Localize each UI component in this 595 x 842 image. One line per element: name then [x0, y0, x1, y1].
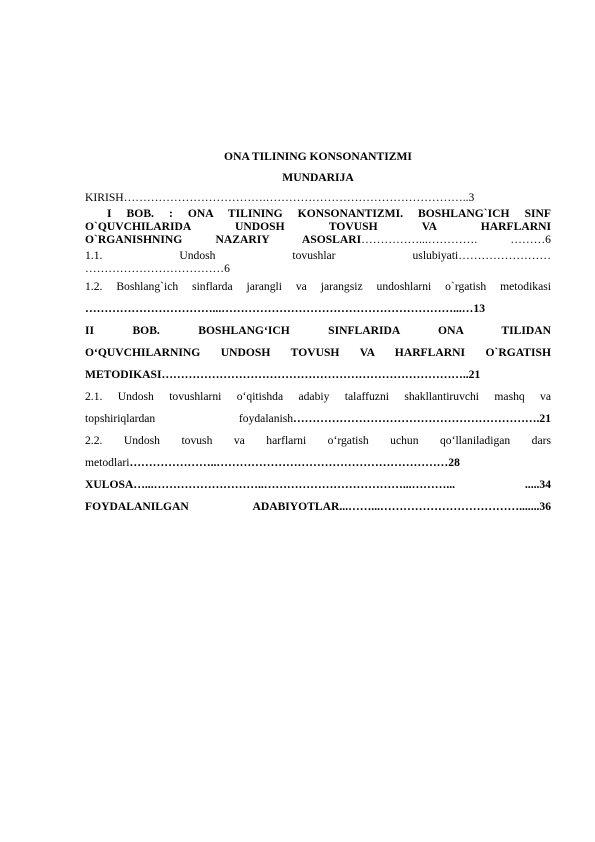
toc-entry-chapter-2-line-2: O‘QUVCHILARNING UNDOSH TOVUSH VA HARFLARNI O`RGATISH [85, 346, 551, 359]
toc-entry-chapter-1-title-end: O`RGANISHNING NAZARIY ASOSLARI [85, 233, 362, 246]
toc-entry-1-2 [85, 276, 551, 320]
toc-entry-chapter-1-line-3 [85, 233, 551, 246]
toc-entry-2-1-leader: ……………………………………………………….21 [293, 412, 551, 425]
toc-entry-2-2-title-end: metodlari [85, 456, 130, 469]
toc-entry-2-2-leader: …………………..……………………………………………………28 [129, 456, 460, 469]
toc-entry-2-1 [85, 386, 551, 430]
toc-entry-2-1-line-1: 2.1. Undosh tovushlarni o‘qitishda adabiy talaffuzni shakllantiruvchi mashq va [85, 390, 551, 403]
toc-entry-chapter-1-line-1: I BOB. : ONA TILINING KONSONANTIZMI. BOSHLANG`ICH SINF [107, 207, 551, 220]
document-title: ONA TILINING KONSONANTIZMI [224, 150, 412, 163]
toc-entry-2-1-line-2 [85, 408, 551, 430]
toc-entry-chapter-2 [85, 320, 551, 386]
toc-entry-chapter-2-line-3: METODIKASI……………………………………………………………………..21 [85, 368, 481, 381]
toc-entry-1-1-line-1: 1.1. Undosh tovushlar uslubiyati…………………… [85, 249, 551, 262]
toc-entry-chapter-2-line-1: II BOB. BOSHLANG‘ICH SINFLARIDA ONA TILIDAN [85, 324, 551, 337]
toc-entry-2-2-line-1: 2.2. Undosh tovush va harflarni o‘rgatish uchun qo‘llaniladigan dars [85, 434, 551, 447]
toc-entry-chapter-1-line-2: O`QUVCHILARIDA UNDOSH TOVUSH VA HARFLARNI [85, 220, 551, 233]
toc-entry-2-2 [85, 430, 551, 474]
toc-entry-chapter-1-leader: ……………...…………. ………6 [361, 233, 551, 246]
toc-entry-2-1-title-end: topshiriqlardan foydalanish [85, 412, 294, 425]
toc-entry-intro: KIRISH……………………………….……………………………………………..3 [85, 191, 475, 204]
toc-entry-1-1-line-2: ………………………………6 [85, 262, 230, 275]
toc-entry-1-2-line-2: ……………………………...……………………………………………………...…13 [85, 302, 485, 315]
toc-entry-chapter-1 [85, 207, 551, 246]
toc-entry-2-2-line-2 [85, 452, 551, 474]
toc-entry-1-1 [85, 249, 551, 275]
toc-entry-references: FOYDALANILGAN ADABIYOTLAR...……...……………………………….......36 [85, 500, 551, 513]
toc-entry-1-2-line-1: 1.2. Boshlang`ich sinflarda jarangli va jarangsiz undoshlarni o`rgatish metodikasi [85, 280, 551, 293]
toc-heading: MUNDARIJA [282, 171, 354, 184]
document-body [85, 148, 551, 518]
toc-entry-conclusion: XULOSA…...………………………..………………………………...………... .....34 [85, 478, 551, 491]
